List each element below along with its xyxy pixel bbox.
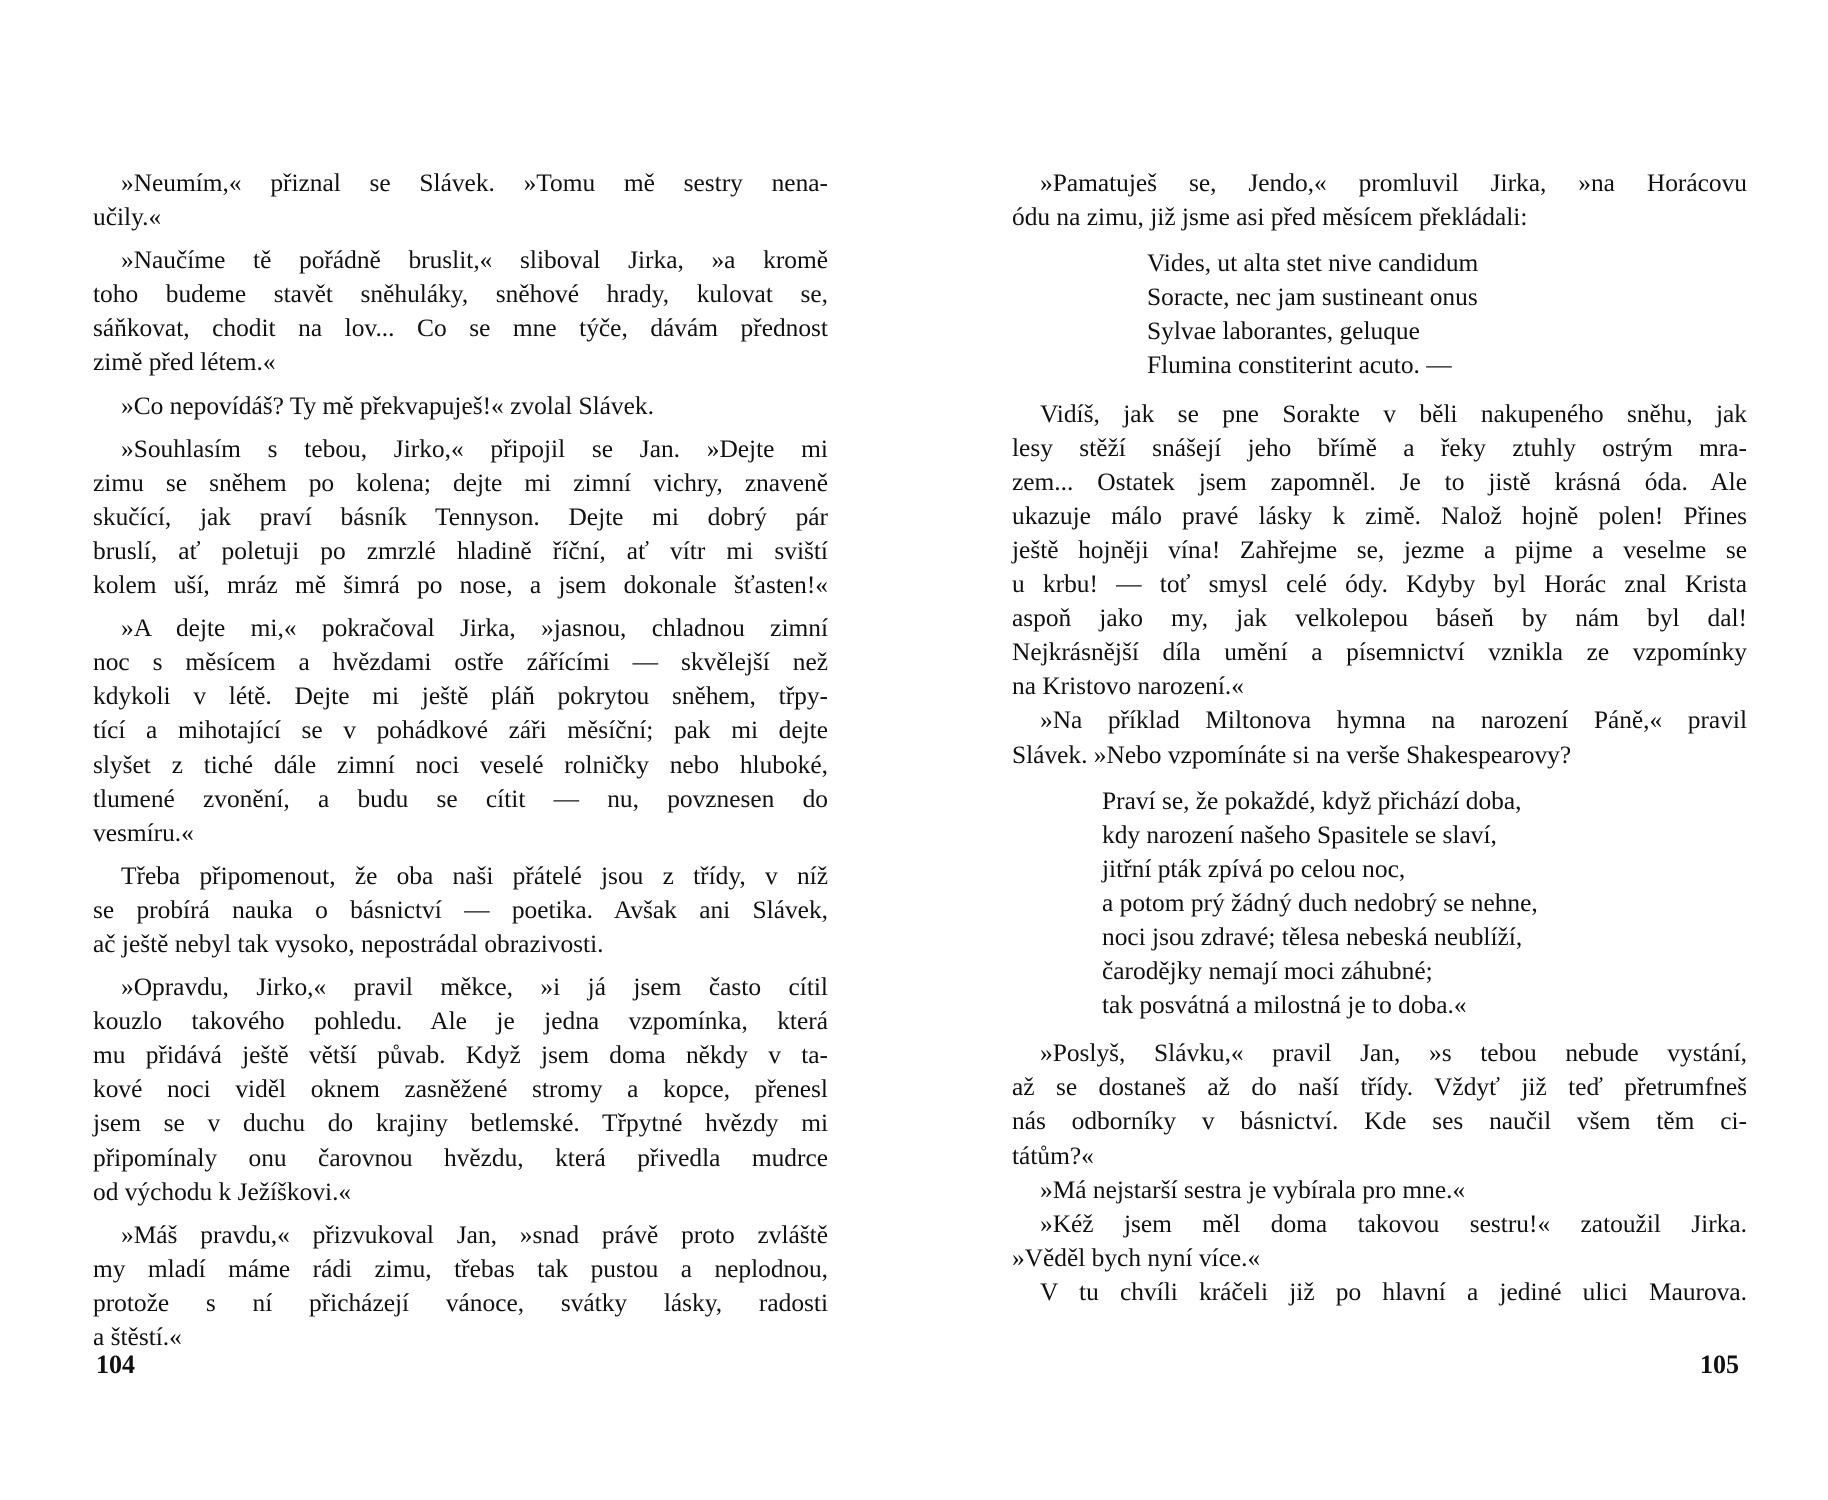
text-line: noc s měsícem a hvězdami ostře zářícími — skvělejší než <box>93 648 828 677</box>
text-line: jsem se v duchu do krajiny betlemské. Třpytné hvězdy mi <box>93 1109 828 1138</box>
verse-block-latin <box>1012 246 1747 382</box>
text-line: zem... Ostatek jsem zapomněl. Je to jistě krásná óda. Ale <box>1012 467 1747 496</box>
text-line: Nejkrásnější díla umění a písemnictví vznikla ze vzpomínky <box>1012 638 1747 667</box>
text-line: kouzlo takového pohledu. Ale je jedna vzpomínka, která <box>93 1007 828 1036</box>
verse-line: Soracte, nec jam sustineant onus <box>1147 283 1478 312</box>
verse-block-shakespeare <box>1012 784 1747 1023</box>
verse-line: a potom prý žádný duch nedobrý se nehne, <box>1102 888 1538 917</box>
text-line: »Pamatuješ se, Jendo,« promluvil Jirka, »na Horácovu <box>1040 169 1747 197</box>
verse-line: čarodějky nemají moci záhubné; <box>1102 957 1433 986</box>
verse-line: jitřní pták zpívá po celou noc, <box>1102 854 1406 883</box>
text-line: »Neumím,« přiznal se Slávek. »Tomu mě sestry nena- <box>121 169 828 197</box>
verse-line: Praví se, že pokaždé, když přichází doba, <box>1102 786 1522 815</box>
text-line: sáňkovat, chodit na lov... Co se mne týče, dávám přednost <box>93 314 828 343</box>
text-line: aspoň jako my, jak velkolepou báseň by nám byl dal! <box>1012 604 1747 633</box>
text-line: toho budeme stavět sněhuláky, sněhové hrady, kulovat se, <box>93 280 828 309</box>
verse-line: Flumina constiterint acuto. — <box>1147 351 1452 380</box>
text-line: od východu k Ježíškovi.« <box>93 1177 352 1206</box>
text-line: Třeba připomenout, že oba naši přátelé jsou z třídy, v níž <box>121 861 828 890</box>
text-line: bruslí, ať poletuji po zmrzlé hladině říční, ať vítr mi sviští <box>93 536 828 565</box>
text-line: kolem uší, mráz mě šimrá po nose, a jsem dokonale šťasten!« <box>93 571 828 600</box>
text-line: tátům?« <box>1012 1141 1094 1170</box>
text-line: »Věděl bych nyní více.« <box>1012 1243 1261 1272</box>
text-line: »Naučíme tě pořádně bruslit,« sliboval Jirka, »a kromě <box>121 246 828 275</box>
text-line: u krbu! — toť smysl celé ódy. Kdyby byl Horác znal Krista <box>1012 570 1747 599</box>
text-line: nás odborníky v básnictví. Kde ses naučil všem těm ci- <box>1012 1107 1747 1136</box>
text-line: na Kristovo narození.« <box>1012 672 1244 701</box>
text-line: připomínaly onu čarovnou hvězdu, která přivedla mudrce <box>93 1143 828 1172</box>
right-page <box>1012 166 1747 1309</box>
text-line: ukazuje málo pravé lásky k zimě. Nalož hojně polen! Přines <box>1012 501 1747 530</box>
text-line: tlumené zvonění, a budu se cítit — nu, povznesen do <box>93 784 828 813</box>
text-line: »A dejte mi,« pokračoval Jirka, »jasnou, chladnou zimní <box>121 614 828 643</box>
text-line: protože s ní přicházejí vánoce, svátky lásky, radosti <box>93 1288 828 1317</box>
text-line: až se dostaneš až do naší třídy. Vždyť již teď přetrumfneš <box>1012 1073 1747 1102</box>
text-line: »Co nepovídáš? Ty mě překvapuješ!« zvolal Slávek. <box>121 391 654 420</box>
text-line: se probírá nauka o básnictví — poetika. Avšak ani Slávek, <box>93 895 828 924</box>
text-line: kové noci viděl oknem zasněžené stromy a kopce, přenesl <box>93 1075 828 1104</box>
page-number: 105 <box>1700 1350 1739 1379</box>
verse-line: Vides, ut alta stet nive candidum <box>1147 249 1479 278</box>
text-line: »Poslyš, Slávku,« pravil Jan, »s tebou nebude vystání, <box>1040 1039 1747 1068</box>
text-line: »Na příklad Miltonova hymna na narození Páně,« pravil <box>1040 706 1747 735</box>
text-line: učily.« <box>93 203 162 232</box>
verse-line: noci jsou zdravé; tělesa nebeská neublíží, <box>1102 922 1523 951</box>
text-line: vesmíru.« <box>93 818 194 847</box>
text-line: zimě před létem.« <box>93 348 276 377</box>
text-line: lesy stěží snášejí jeho břímě a řeky ztuhly ostrým mra- <box>1012 433 1747 462</box>
left-page <box>93 166 828 1354</box>
verse-line: kdy narození našeho Spasitele se slaví, <box>1102 820 1497 849</box>
verse-line: Sylvae laborantes, geluque <box>1147 317 1420 346</box>
text-line: a štěstí.« <box>93 1323 182 1351</box>
text-line: V tu chvíli kráčeli již po hlavní a jediné ulici Maurova. <box>1040 1277 1747 1306</box>
text-line: ódu na zimu, již jsme asi před měsícem překládali: <box>1012 203 1528 232</box>
text-line: »Máš pravdu,« přizvukoval Jan, »snad právě proto zvláště <box>121 1220 828 1249</box>
text-line: kdykoli v létě. Dejte mi ještě pláň pokrytou sněhem, třpy- <box>93 682 828 711</box>
text-line: Slávek. »Nebo vzpomínáte si na verše Shakespearovy? <box>1012 740 1572 769</box>
text-line: slyšet z tiché dále zimní noci veselé rolničky nebo hluboké, <box>93 750 828 779</box>
text-line: »Opravdu, Jirko,« pravil měkce, »i já jsem často cítil <box>121 973 828 1002</box>
text-line: »Kéž jsem měl doma takovou sestru!« zatoužil Jirka. <box>1040 1209 1747 1238</box>
text-line: Vidíš, jak se pne Sorakte v běli nakupeného sněhu, jak <box>1040 399 1747 428</box>
text-line: zimu se sněhem po kolena; dejte mi zimní vichry, znaveně <box>93 468 828 497</box>
text-line: tící a mihotající se v pohádkové záři měsíční; pak mi dejte <box>93 716 828 745</box>
text-line: ještě hojněji vína! Zahřejme se, jezme a pijme a veselme se <box>1012 535 1747 564</box>
text-line: »Souhlasím s tebou, Jirko,« připojil se Jan. »Dejte mi <box>121 434 828 463</box>
text-line: skučící, jak praví básník Tennyson. Dejte mi dobrý pár <box>93 502 828 531</box>
verse-line: tak posvátná a milostná je to doba.« <box>1102 991 1467 1020</box>
text-line: ač ještě nebyl tak vysoko, nepostrádal obrazivosti. <box>93 929 604 958</box>
text-line: »Má nejstarší sestra je vybírala pro mne.« <box>1040 1175 1466 1204</box>
text-line: mu přidává ještě větší půvab. Když jsem doma někdy v ta- <box>93 1041 828 1070</box>
text-line: my mladí máme rádi zimu, třebas tak pustou a neplodnou, <box>93 1254 828 1283</box>
page-number: 104 <box>96 1350 135 1379</box>
